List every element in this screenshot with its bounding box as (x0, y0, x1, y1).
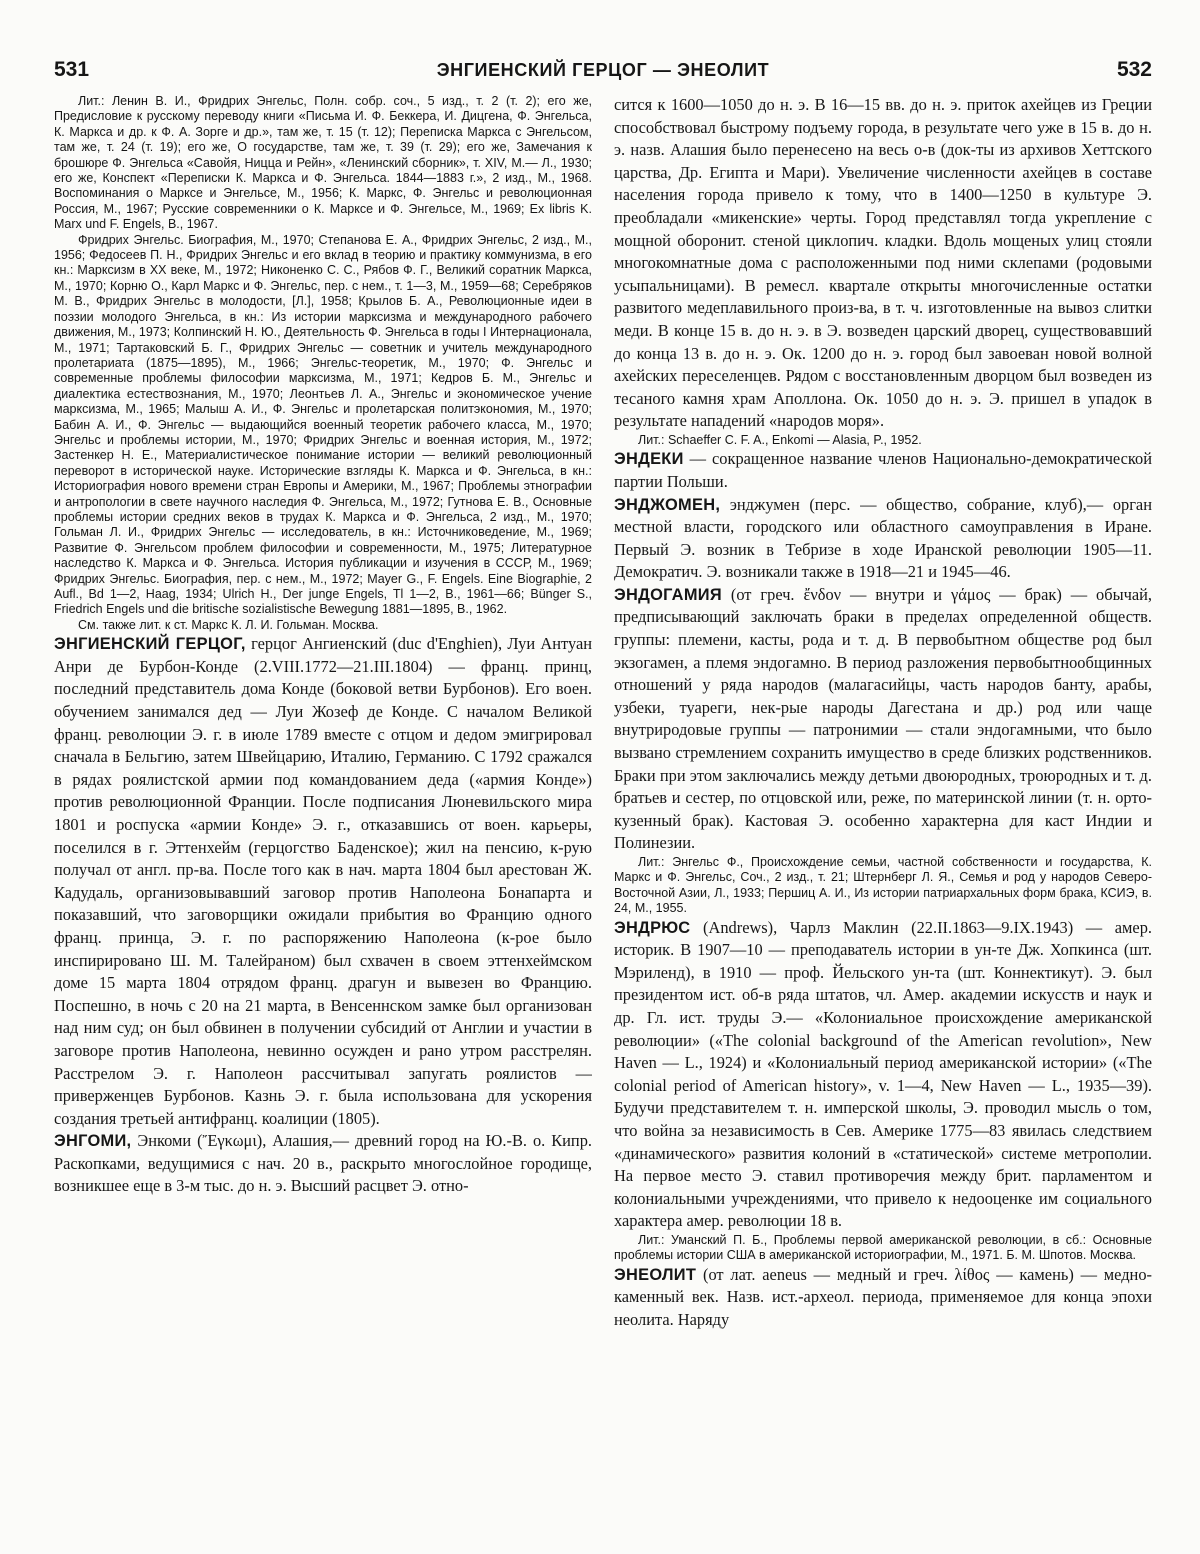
see-also-note: См. также лит. к ст. Маркс К. Л. И. Гольман. Москва. (78, 617, 379, 632)
article-text: (от греч. ἔνδον — внутри и γάμος — брак) — обычай, предписывающий заключать браки в пределах определенной обществ. группы: племени, касты, рода и т. д. В первобытном обществе род был экзогамен, а племя эндогамно. В период разложения первобытнообщинных отношений у ряда народов (малагасийцы, часть народов банту, арабы, узбеки, туареги, нек-рые народы Дагестана и др.) род или чаще внутриродовые группы — патронимии — стали эндогамными, что было вызвано стремлением сохранить имущество в среде близких родственников. Браки при этом заключались между детьми двоюродных, троюродных и т. д. братьев и сестер, по отцовской или, реже, по материнской линии (т. н. орто-кузенный брак). Кастовая Э. особенно характерна для каст Индии и Полинезии. (614, 584, 1152, 853)
running-title: ЭНГИЕНСКИЙ ГЕРЦОГ — ЭНЕОЛИТ (436, 60, 770, 80)
article-text: (Andrews), Чарлз Маклин (22.II.1863—9.IX.1943) — амер. историк. В 1907—10 — преподаватель истории в ун-те Дж. Хопкинса (шт. Мэриленд), в 1910 — проф. Йельского ун-та (шт. Коннектикут). Э. был президентом ист. об-в ряда штатов, чл. Амер. академии искусств и наук и др. Гл. ист. труды Э.— «Колониальное происхождение американской революции» («The colonial background of the American revolution», New Haven — L., 1924) и «Колониальный период американской истории» («The colonial period of American history», v. 1—4, New Haven — L., 1935—39). Будучи представителем т. н. имперской школы, Э. проводил мысль о том, что война за независимость в Сев. Америке 1775—83 явилась следствием «динамического» развития колоний в «статической» системе метрополии. На первое место Э. ставил противоречия между брит. парламентом и колониальными учреждениями, что привело к недооценке им социального характера амер. революции 18 в. (614, 917, 1152, 1231)
headword: ЭНГОМИ, (54, 1132, 132, 1151)
page-number-left: 531 (54, 58, 90, 81)
literature-block: Лит.: Уманский П. Б., Проблемы первой американской революции, в сб.: Основные проблемы истории США в американской историографии, М., 1971. Б. М. Шпотов. Москва. (614, 1232, 1152, 1263)
literature-block: Лит.: Schaeffer C. F. A., Enkomi — Alasia, P., 1952. (638, 432, 922, 447)
article-andrews (614, 917, 1152, 1233)
page-number-right: 532 (1116, 58, 1152, 81)
article-engomi-continued: сится к 1600—1050 до н. э. В 16—15 вв. до н. э. приток ахейцев из Греции способствовал быстрому подъему города, в результате чего уже в 15 в. до н. э. назв. Алашия было перенесено на весь о-в (док-ты из архивов Хеттского царства, Др. Египта и Мари). Увеличение численности ахейцев в составе населения города привело к тому, что в 1400—1250 в культуре Э. преобладали «микенские» черты. Город представлял тогда укрепление с мощной оборонит. стеной циклопич. кладки. Вдоль мощеных улиц стояли многокомнатные дома с расположенными под ними склепами (родовыми усыпальницами). В ремесл. квартале открыты многочисленные остатки развитого медеплавильного произ-ва, в т. ч. изготовленные на вывоз слитки меди. В конце 15 в. до н. э. в Э. возведен царский дворец, существовавший до конца 13 в. до н. э. Ок. 1200 до н. э. город был завоеван новой волной ахейских переселенцев. Рядом с восстановленным дворцом был возведен из тесаного камня храм Аполлона. Ок. 1050 до н. э. Э. пришел в упадок в результате нападений «народов моря». (614, 95, 1152, 431)
headword: ЭНГИЕНСКИЙ ГЕРЦОГ, (54, 635, 246, 654)
headword: ЭНДОГАМИЯ (614, 585, 722, 604)
left-column (54, 94, 592, 1546)
two-column-body (54, 94, 1152, 1546)
article-eneolit (614, 1264, 1152, 1332)
headword: ЭНДРЮС (614, 918, 691, 937)
article-text: энджумен (перс. — общество, собрание, клуб),— орган местной власти, городского или областного самоуправления в Иране. Первый Э. возник в Тебризе в ходе Иранской революции 1905—11. Демократич. Э. возникали также в 1918—21 и 1945—46. (614, 494, 1152, 582)
headword: ЭНДЕКИ (614, 450, 684, 469)
article-text: Энкоми (Ἔγκωμι), Алашия,— древний город на Ю.-В. о. Кипр. Раскопками, ведущимися с нач. 20 в., раскрыто многослойное городище, возникшее еще в 3-м тыс. до н. э. Высший расцвет Э. отно- (54, 1131, 592, 1196)
headword: ЭНДЖОМЕН, (614, 495, 721, 514)
article-engomi (54, 1130, 592, 1198)
article-enghien (54, 633, 592, 1130)
article-text: герцог Ангиенский (duc d'Enghien), Луи Антуан Анри де Бурбон-Конде (2.VIII.1772—21.III.1804) — франц. принц, последний представитель дома Конде (боковой ветви Бурбонов). Его воен. обучением занимался дед — Луи Жозеф де Конде. С началом Великой франц. революции Э. г. в июле 1789 вместе с отцом и дедом эмигрировал сначала в Бельгию, затем Швейцарию, Италию, Германию. С 1792 сражался в рядах роялистской армии под командованием деда («армия Конде») против революционной Франции. После подписания Люневильского мира 1801 и роспуска «армии Конде» Э. г., отказавшись от воен. карьеры, поселился в г. Эттенхейм (герцогство Баденское); жил на пенсию, к-рую получал от англ. пр-ва. После того как в нач. марта 1804 был арестован Ж. Кадудаль, организовывавший заговор против Наполеона Бонапарта и показавший, что заговорщики ожидали прибытия во Францию одного франц. принца, Э. г. по распоряжению Наполеона (к-рое было инспирировано Ш. М. Талейраном) был схвачен в своем эттенхеймском доме 15 марта 1804 отрядом франц. драгун и вывезен во Францию. Поспешно, в ночь с 20 на 21 марта, в Венсеннском замке был организован над ним суд; он был обвинен в получении субсидий от Англии и участии в заговоре против Наполеона, невинно осужден и рано утром расстрелян. Расстрелом Э. г. Наполеон рассчитывал запугать роялистов — приверженцев Бурбонов. Казнь Э. г. была использована для ускорения создания третьей антифранц. коалиции (1805). (54, 634, 592, 1128)
article-endzhomen (614, 494, 1152, 584)
article-endeki (614, 448, 1152, 493)
article-text: (от лат. aeneus — медный и греч. λίθος — камень) — медно-каменный век. Назв. ист.-археол. периода, применяемое для конца эпохи неолита. Наряду (614, 1264, 1152, 1329)
literature-block: Фридрих Энгельс. Биография, М., 1970; Степанова Е. А., Фридрих Энгельс, 2 изд., М., 1956; Федосеев П. Н., Фридрих Энгельс и его вклад в теорию и практику коммунизма, в его кн.: Марксизм в XX веке, М., 1972; Никоненко С. С., Рябов Ф. Г., Великий соратник Маркса, М., 1970; Корню О., Карл Маркс и Ф. Энгельс, пер. с нем., т. 1—3, М., 1959—68; Серебряков М. В., Фридрих Энгельс в молодости, [Л.], 1958; Крылов Б. А., Революционные идеи в поэзии молодого Энгельса, в кн.: Из истории марксизма и международного рабочего движения, М., 1973; Колпинский Н. Ю., Деятельность Ф. Энгельса в годы I Интернационала, М., 1971; Тартаковский Б. Г., Фридрих Энгельс — советник и учитель международного пролетариата (1875—1895), М., 1966; Энгельс-теоретик, М., 1970; Ф. Энгельс и современные проблемы философии марксизма, М., 1971; Кедров Б. М., Энгельс и диалектика естествознания, М., 1970; Леонтьев Л. А., Энгельс и экономическое учение марксизма, М., 1965; Малыш А. И., Ф. Энгельс и пролетарская политэкономия, М., 1970; Бабин А. И., Ф. Энгельс — выдающийся военный теоретик рабочего класса, М., 1970; Энгельс и проблемы истории, М., 1970; Фридрих Энгельс и военная история, М., 1972; Застенкер Н. Е., Материалистическое понимание истории — великий революционный переворот в исторической науке. Исторические взгляды К. Маркса и Ф. Энгельса, в кн.: Историография нового времени стран Европы и Америки, М., 1967; Проблемы этнографии и антропологии в свете научного наследия Ф. Энгельса, М., 1972; Гутнова Е. В., Основные проблемы истории средних веков в трудах К. Маркса и Ф. Энгельса, 2 изд., М., 1970; Гольман Л. И., Фридрих Энгельс — исследователь, в кн.: Источниковедение, М., 1969; Развитие Ф. Энгельсом проблем философии и современности, М., 1975; Литературное наследство К. Маркса и Ф. Энгельса. История публикации и изучения в СССР, М., 1969; Фридрих Энгельс. Биография, пер. с нем., М., 1972; Mayer G., F. Engels. Eine Biographie, 2 Aufl., Bd 1—2, Haag, 1934; Ulrich H., Der junge Engels, Tl 1—2, B., 1961—66; Bünger S., Friedrich Engels und die britische sozialistische Bewegung 1881—1895, B., 1962. (54, 232, 592, 617)
page-header (54, 58, 1152, 88)
article-text: — сокращенное название членов Национально-демократической партии Польши. (614, 449, 1152, 491)
literature-block: Лит.: Энгельс Ф., Происхождение семьи, частной собственности и государства, К. Маркс и Ф. Энгельс, Соч., 2 изд., т. 21; Штернберг Л. Я., Семья и род у народов Северо-Восточной Азии, Л., 1933; Першиц А. И., Из истории патриархальных форм брака, КСИЭ, в. 24, М., 1955. (614, 855, 1152, 916)
right-column (614, 94, 1152, 1546)
article-endogamia (614, 584, 1152, 855)
headword: ЭНЕОЛИТ (614, 1265, 697, 1284)
literature-block: Лит.: Ленин В. И., Фридрих Энгельс, Полн. собр. соч., 5 изд., т. 2 (т. 2); его же, Предисловие к русскому переводу книги «Письма И. Ф. Беккера, И. Дицгена, Ф. Энгельса, К. Маркса и др. к Ф. А. Зорге и др.», там же, т. 15 (т. 12); Переписка Маркса с Энгельсом, там же, т. 24 (т. 19); его же, О государстве, там же, т. 39 (т. 29); его же, Замечания к брошюре Ф. Энгельса «Савойя, Ницца и Рейн», «Ленинский сборник», т. XIV, М.— Л., 1930; его же, Конспект «Переписки К. Маркса и Ф. Энгельса. 1844—1883 г.», 2 изд., М., 1968. Воспоминания о Марксе и Энгельсе, М., 1956; К. Маркс, Ф. Энгельс и революционная Россия, М., 1967; Русские современники о К. Марксе и Ф. Энгельсе, М., 1969; Ex libris K. Marx und F. Engels, B., 1967. (54, 94, 592, 232)
